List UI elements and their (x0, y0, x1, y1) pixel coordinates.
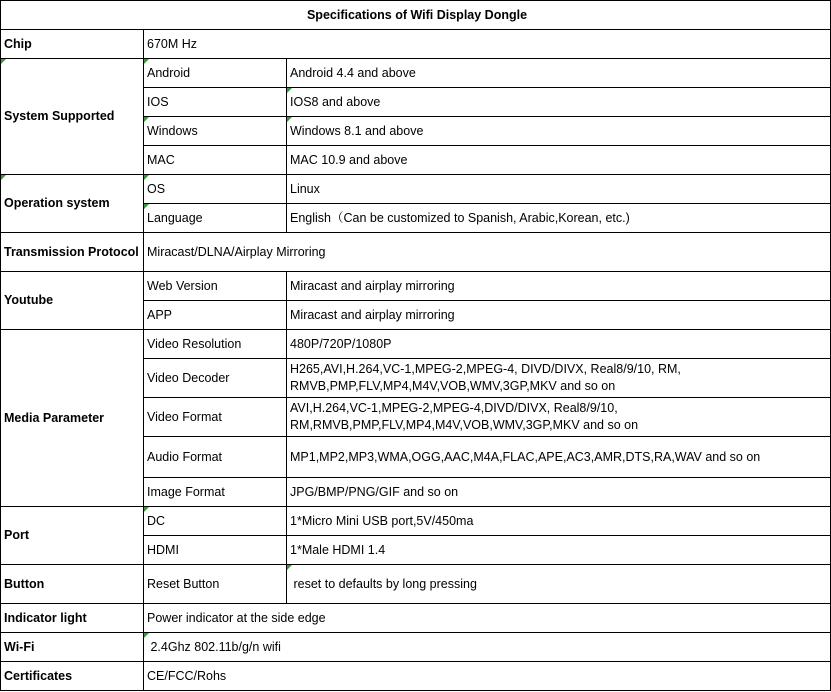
audio-format-name: Audio Format (144, 437, 287, 478)
ios-name: IOS (144, 88, 287, 117)
button-label: Button (1, 565, 144, 604)
audio-format-value: MP1,MP2,MP3,WMA,OGG,AAC,M4A,FLAC,APE,AC3,AMR,DTS,RA,WAV and so on (287, 437, 831, 478)
youtube-row-web (1, 272, 831, 301)
title-row (1, 1, 831, 30)
language-name: Language (144, 204, 287, 233)
operation-row-os (1, 175, 831, 204)
android-name: Android (144, 59, 287, 88)
dc-name: DC (144, 507, 287, 536)
dc-value: 1*Micro Mini USB port,5V/450ma (287, 507, 831, 536)
android-value: Android 4.4 and above (287, 59, 831, 88)
youtube-label: Youtube (1, 272, 144, 330)
os-value: Linux (287, 175, 831, 204)
windows-value: Windows 8.1 and above (287, 117, 831, 146)
wifi-value: 2.4Ghz 802.11b/g/n wifi (144, 633, 831, 662)
language-value: English（Can be customized to Spanish, Arabic,Korean, etc.) (287, 204, 831, 233)
video-decoder-value: H265,AVI,H.264,VC-1,MPEG-2,MPEG-4, DIVD/DIVX, Real8/9/10, RM, RMVB,PMP,FLV,MP4,M4V,VOB,WMV,3GP,MKV and so on (287, 359, 831, 398)
reset-button-name: Reset Button (144, 565, 287, 604)
transmission-row (1, 233, 831, 272)
video-decoder-name: Video Decoder (144, 359, 287, 398)
web-version-name: Web Version (144, 272, 287, 301)
system-row-android (1, 59, 831, 88)
hdmi-value: 1*Male HDMI 1.4 (287, 536, 831, 565)
certificates-label: Certificates (1, 662, 144, 691)
image-format-name: Image Format (144, 478, 287, 507)
app-value: Miracast and airplay mirroring (287, 301, 831, 330)
windows-name: Windows (144, 117, 287, 146)
mac-value: MAC 10.9 and above (287, 146, 831, 175)
video-format-name: Video Format (144, 398, 287, 437)
chip-row (1, 30, 831, 59)
app-name: APP (144, 301, 287, 330)
video-resolution-value: 480P/720P/1080P (287, 330, 831, 359)
hdmi-name: HDMI (144, 536, 287, 565)
mac-name: MAC (144, 146, 287, 175)
wifi-row (1, 633, 831, 662)
button-row (1, 565, 831, 604)
table-title: Specifications of Wifi Display Dongle (1, 1, 831, 30)
certificates-value: CE/FCC/Rohs (144, 662, 831, 691)
video-resolution-name: Video Resolution (144, 330, 287, 359)
media-row-resolution (1, 330, 831, 359)
indicator-light-label: Indicator light (1, 604, 144, 633)
web-version-value: Miracast and airplay mirroring (287, 272, 831, 301)
transmission-protocol-value: Miracast/DLNA/Airplay Mirroring (144, 233, 831, 272)
chip-label: Chip (1, 30, 144, 59)
os-name: OS (144, 175, 287, 204)
indicator-row (1, 604, 831, 633)
reset-button-value: reset to defaults by long pressing (287, 565, 831, 604)
transmission-protocol-label: Transmission Protocol (1, 233, 144, 272)
system-supported-label: System Supported (1, 59, 144, 175)
wifi-label: Wi-Fi (1, 633, 144, 662)
image-format-value: JPG/BMP/PNG/GIF and so on (287, 478, 831, 507)
indicator-light-value: Power indicator at the side edge (144, 604, 831, 633)
operation-system-label: Operation system (1, 175, 144, 233)
certificates-row (1, 662, 831, 691)
port-row-dc (1, 507, 831, 536)
chip-value: 670M Hz (144, 30, 831, 59)
media-parameter-label: Media Parameter (1, 330, 144, 507)
ios-value: IOS8 and above (287, 88, 831, 117)
port-label: Port (1, 507, 144, 565)
video-format-value: AVI,H.264,VC-1,MPEG-2,MPEG-4,DIVD/DIVX, Real8/9/10, RM,RMVB,PMP,FLV,MP4,M4V,VOB,WMV,3GP,MKV and so on (287, 398, 831, 437)
